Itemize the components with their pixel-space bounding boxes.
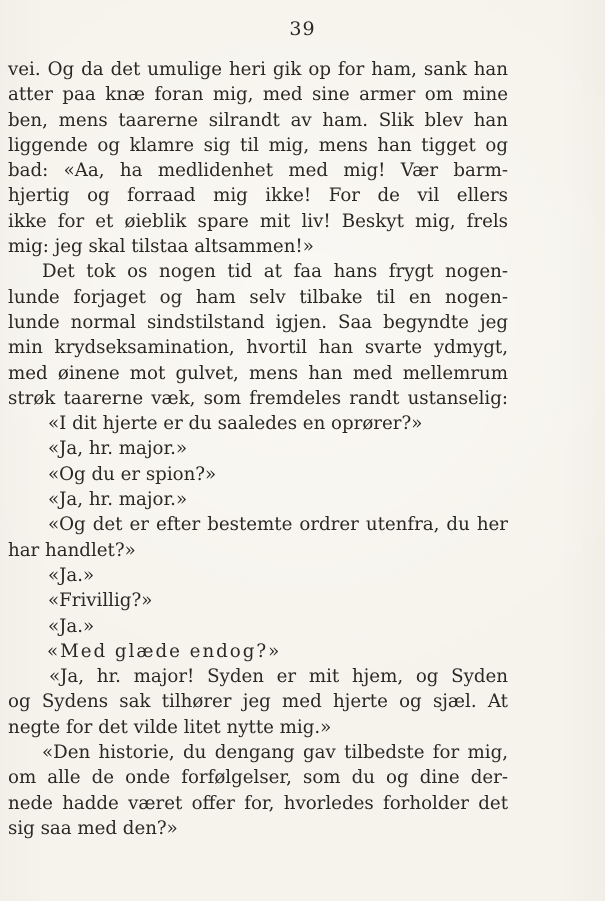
dialogue-line: «I dit hjerte er du saaledes en oprører?» — [48, 413, 423, 435]
text-line: lunde normal sindstilstand igjen. Saa begyndte jeg — [8, 311, 508, 333]
page-number: 39 — [289, 18, 316, 40]
dialogue-line: «Ja, hr. major.» — [48, 489, 188, 511]
body-text — [8, 57, 508, 841]
text-line: vei. Og da det umulige heri gik op for ham, sank han — [8, 59, 508, 80]
dialogue-line: «Med glæde endog?» — [47, 640, 282, 662]
dialogue-line: «Den historie, du dengang gav tilbedste for mig, — [42, 742, 508, 764]
text-line: min krydseksamination, hvortil han svarte ydmygt, — [8, 337, 508, 359]
text-line: om alle de onde forfølgelser, som du og dine der- — [8, 767, 508, 789]
text-line: lunde forjaget og ham selv tilbake til en nogen- — [8, 286, 508, 308]
text-line: strøk taarerne væk, som fremdeles randt ustanselig: — [8, 387, 508, 409]
text-line: liggende og klamre sig til mig, mens han tigget og — [8, 134, 508, 156]
text-line: sig saa med den?» — [8, 817, 178, 839]
text-line: med øinene mot gulvet, mens han med mellemrum — [8, 362, 508, 384]
dialogue-line: «Ja, hr. major! Syden er mit hjem, og Syden — [49, 666, 508, 688]
text-line: har handlet?» — [8, 539, 136, 561]
text-line: negte for det vilde litet nytte mig.» — [8, 716, 332, 738]
dialogue-line: «Ja.» — [48, 564, 95, 586]
dialogue-line: «Ja.» — [48, 615, 95, 637]
text-line: nede hadde været offer for, hvorledes forholder det — [8, 792, 508, 814]
dialogue-line: «Og du er spion?» — [48, 463, 217, 485]
dialogue-line: «Og det er efter bestemte ordrer utenfra, du her — [48, 514, 508, 536]
dialogue-line: «Ja, hr. major.» — [48, 438, 188, 460]
dialogue-line: «Frivillig?» — [48, 590, 153, 612]
text-line: atter paa knæ foran mig, med sine armer om mine — [8, 84, 508, 106]
text-line: ikke for et øieblik spare mit liv! Beskyt mig, frels — [8, 210, 508, 232]
text-line: mig: jeg skal tilstaa altsammen!» — [8, 236, 314, 258]
text-line: ben, mens taarerne silrandt av ham. Slik blev han — [8, 109, 508, 131]
text-line: Det tok os nogen tid at faa hans frygt nogen- — [42, 261, 508, 283]
text-line: og Sydens sak tilhører jeg med hjerte og sjæl. At — [8, 691, 508, 713]
text-line: hjertig og forraad mig ikke! For de vil ellers — [8, 185, 508, 207]
text-line: bad: «Aa, ha medlidenhet med mig! Vær barm- — [8, 160, 508, 182]
